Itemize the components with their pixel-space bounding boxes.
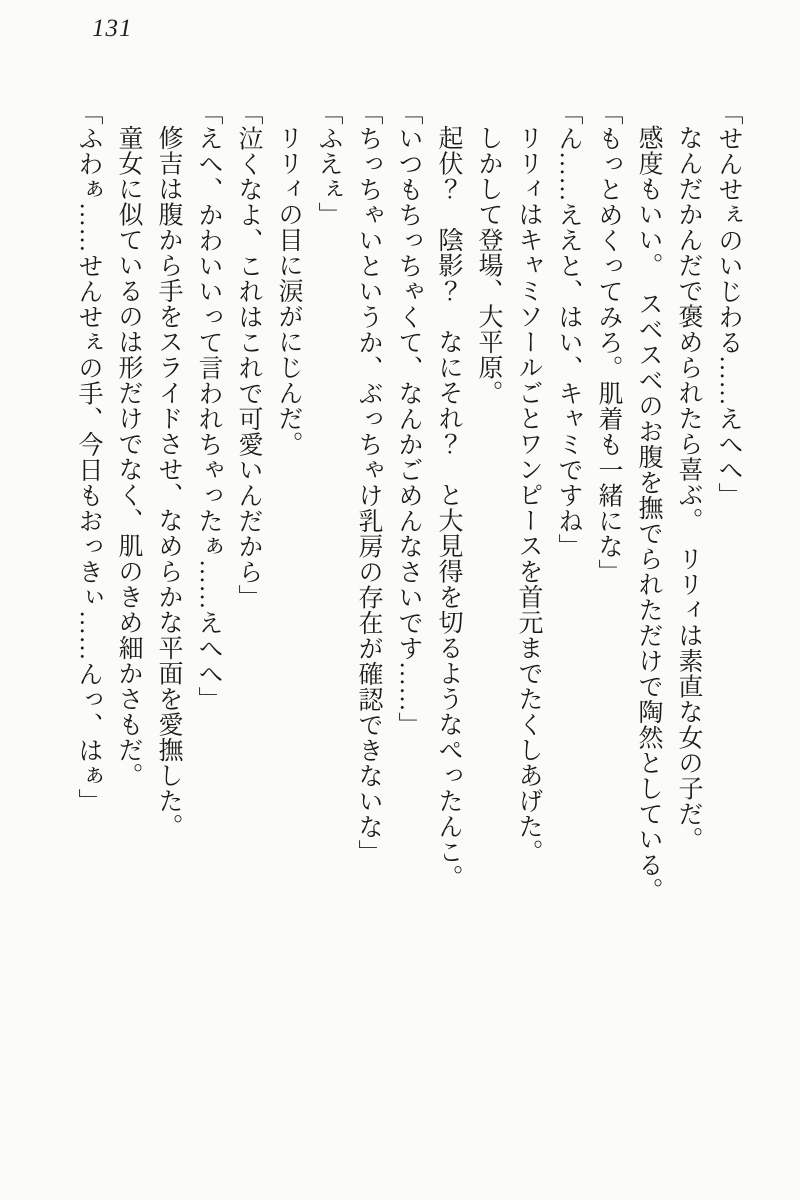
paragraph-dialogue: 「ふわぁ……せんせぇの手、今日もおっきぃ……んっ、はぁ」 xyxy=(75,100,102,814)
paragraph-dialogue: 「えへ、かわいいって言われちゃったぁ……えへへ」 xyxy=(195,100,222,712)
paragraph-dialogue: 「ちっちゃいというか、ぶっちゃけ乳房の存在が確認できないな」 xyxy=(355,100,382,865)
paragraph-narration: リリィの目に涙がにじんだ。 xyxy=(275,125,302,457)
paragraph-narration: リリィはキャミソールごとワンピースを首元までたくしあげた。 xyxy=(515,125,542,865)
paragraph-dialogue: 「いつもちっちゃくて、なんかごめんなさいです……」 xyxy=(395,100,422,738)
paragraph-narration: 修吉は腹から手をスライドさせ、なめらかな平面を愛撫した。 xyxy=(155,125,182,839)
paragraph-narration: 感度もいい。 スベスベのお腹を撫でられただけで陶然としている。 xyxy=(635,125,662,903)
paragraph-dialogue: 「ん……ええと、はい、キャミですね」 xyxy=(555,100,582,559)
page-number: 131 xyxy=(92,15,133,42)
paragraph-dialogue: 「泣くなよ、これはこれで可愛いんだから」 xyxy=(235,100,262,610)
paragraph-dialogue: 「ふえぇ」 xyxy=(315,100,342,228)
paragraph-narration: なんだかんだで褒められたら喜ぶ。 リリィは素直な女の子だ。 xyxy=(675,125,702,852)
paragraph-narration: しかして登場、大平原。 xyxy=(475,125,502,406)
paragraph-dialogue: 「もっとめくってみろ。肌着も一緒にな」 xyxy=(595,100,622,585)
paragraph-narration: 起伏？ 陰影？ なにそれ？ と大見得を切るようなぺったんこ。 xyxy=(435,125,462,890)
text-block xyxy=(68,100,748,924)
paragraph-narration: 童女に似ているのは形だけでなく、肌のきめ細かさもだ。 xyxy=(115,125,142,788)
paragraph-dialogue: 「せんせぇのいじわる……えへへ」 xyxy=(715,100,742,508)
